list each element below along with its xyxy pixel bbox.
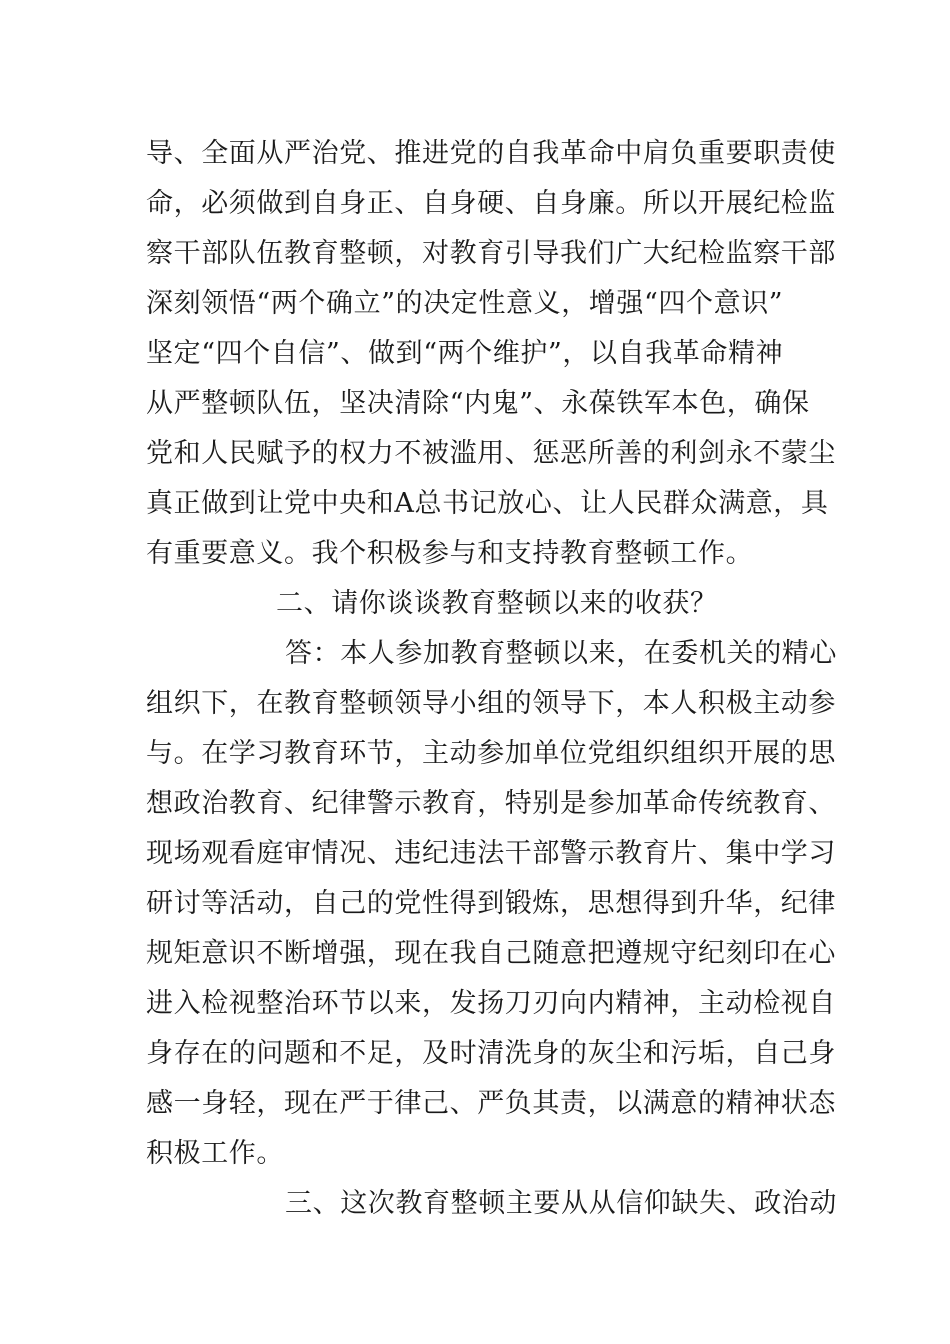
- question-heading: 二、请你谈谈教育整顿以来的收获？: [276, 588, 718, 619]
- body-text-line: 进入检视整治环节以来，发扬刀刃向内精神，主动检视自: [146, 988, 836, 1019]
- body-text-line: 感一身轻，现在严于律己、严负其责，以满意的精神状态: [146, 1088, 836, 1119]
- body-text-line: 坚定“四个自信”、做到“两个维护”，以自我革命精神: [146, 338, 784, 369]
- body-text-line: 导、全面从严治党、推进党的自我革命中肩负重要职责使: [146, 138, 836, 169]
- answer-first-line: 答：本人参加教育整顿以来，在委机关的精心: [285, 638, 837, 669]
- body-text-line: 有重要意义。我个积极参与和支持教育整顿工作。: [146, 538, 754, 569]
- body-text-line: 命，必须做到自身正、自身硬、自身廉。所以开展纪检监: [146, 188, 836, 219]
- body-text-line: 从严整顿队伍，坚决清除“内鬼”、永葆铁军本色，确保: [146, 388, 810, 419]
- body-text-line: 深刻领悟“两个确立”的决定性意义，增强“四个意识”: [146, 288, 784, 319]
- body-text-line: 想政治教育、纪律警示教育，特别是参加革命传统教育、: [146, 788, 836, 819]
- body-text-line: 真正做到让党中央和A总书记放心、让人民群众满意，具: [146, 488, 829, 519]
- body-text-line: 现场观看庭审情况、违纪违法干部警示教育片、集中学习: [146, 838, 836, 869]
- body-text-line: 积极工作。: [146, 1138, 284, 1169]
- body-text-line: 与。在学习教育环节，主动参加单位党组织组织开展的思: [146, 738, 836, 769]
- body-text-line: 身存在的问题和不足，及时清洗身的灰尘和污垢，自己身: [146, 1038, 836, 1069]
- body-text-line: 研讨等活动，自己的党性得到锻炼，思想得到升华，纪律: [146, 888, 836, 919]
- question-heading: 三、这次教育整顿主要从从信仰缺失、政治动: [285, 1188, 837, 1219]
- body-text-line: 党和人民赋予的权力不被滥用、惩恶所善的利剑永不蒙尘: [146, 438, 836, 469]
- body-text-line: 察干部队伍教育整顿，对教育引导我们广大纪检监察干部: [146, 238, 836, 269]
- body-text-line: 规矩意识不断增强，现在我自己随意把遵规守纪刻印在心: [146, 938, 836, 969]
- body-text-line: 组织下，在教育整顿领导小组的领导下，本人积极主动参: [146, 688, 836, 719]
